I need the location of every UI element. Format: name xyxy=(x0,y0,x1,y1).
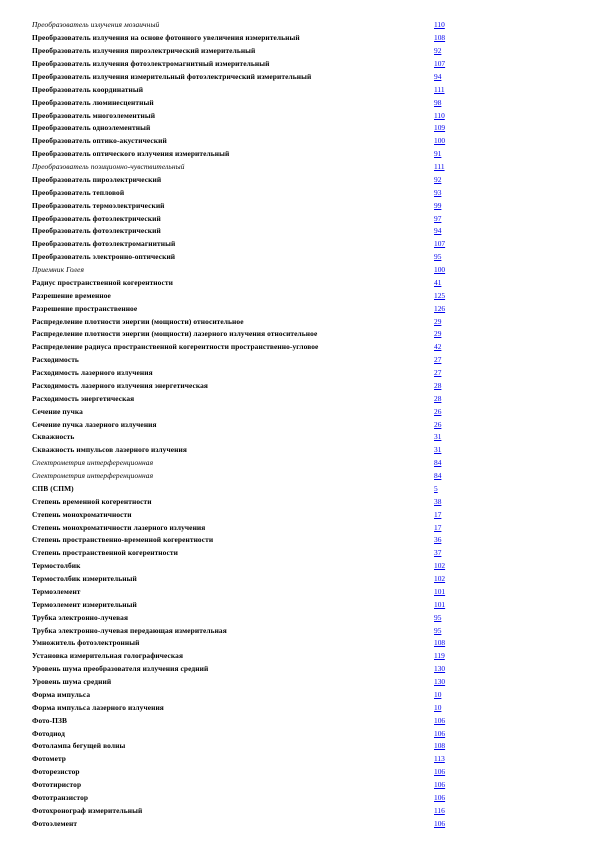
index-entry xyxy=(32,714,452,727)
index-entry xyxy=(32,457,452,470)
index-term: Фотохронограф измерительный xyxy=(32,805,143,815)
page-number-link[interactable]: 111 xyxy=(434,84,445,94)
page-number-link[interactable]: 26 xyxy=(434,406,442,416)
page-number-link[interactable]: 106 xyxy=(434,792,446,802)
index-term: Скважность xyxy=(32,432,75,442)
page-number-link[interactable]: 110 xyxy=(434,20,445,30)
index-term: Степень пространственно-временной когерентности xyxy=(32,535,214,545)
index-term: Преобразователь оптического излучения измерительный xyxy=(32,149,230,159)
index-term: Степень временной когерентности xyxy=(32,496,152,506)
index-term: Преобразователь люминесцентный xyxy=(32,97,154,107)
page-number-link[interactable]: 84 xyxy=(434,471,442,481)
index-entry xyxy=(32,766,452,779)
index-term: Распределение радиуса пространственной когерентности пространственно-угловое xyxy=(32,342,319,352)
index-entry xyxy=(32,405,452,418)
index-term: Трубка электронно-лучевая передающая измерительная xyxy=(32,625,227,635)
page-number-link[interactable]: 28 xyxy=(434,380,442,390)
index-entry xyxy=(32,637,452,650)
index-entry xyxy=(32,676,452,689)
index-term: Расходимость энергетическая xyxy=(32,393,135,403)
index-term: Фотоэлемент xyxy=(32,818,78,828)
index-term: Степень пространственной когерентности xyxy=(32,548,178,558)
page-number-link[interactable]: 110 xyxy=(434,110,445,120)
page-number-link[interactable]: 84 xyxy=(434,458,442,468)
page-number-link[interactable]: 102 xyxy=(434,574,446,584)
page-number-link[interactable]: 116 xyxy=(434,805,445,815)
index-entry xyxy=(32,96,452,109)
index-term: Разрешение пространственное xyxy=(32,303,138,313)
index-entry xyxy=(32,109,452,122)
index-term: Фототранзистор xyxy=(32,792,89,802)
index-term: Преобразователь электронно-оптический xyxy=(32,252,176,262)
index-entry xyxy=(32,58,452,71)
index-term: Термоэлемент измерительный xyxy=(32,599,137,609)
index-entry xyxy=(32,148,452,161)
index-term: Преобразователь позиционно-чувствительный xyxy=(32,162,185,172)
index-term: Фототиристор xyxy=(32,780,82,790)
index-entry xyxy=(32,521,452,534)
page-number-link[interactable]: 28 xyxy=(434,393,442,403)
index-entry xyxy=(32,483,452,496)
page-number-link[interactable]: 31 xyxy=(434,432,442,442)
index-entry xyxy=(32,573,452,586)
page-number-link[interactable]: 29 xyxy=(434,329,442,339)
index-entry xyxy=(32,328,452,341)
page-number-link[interactable]: 102 xyxy=(434,561,446,571)
page-number-link[interactable]: 29 xyxy=(434,316,442,326)
index-entry xyxy=(32,804,452,817)
index-term: Радиус пространственной когерентности xyxy=(32,277,173,287)
index-entry xyxy=(32,367,452,380)
index-entry xyxy=(32,289,452,302)
index-entry xyxy=(32,212,452,225)
index-entry xyxy=(32,71,452,84)
index-entry xyxy=(32,431,452,444)
index-entry xyxy=(32,779,452,792)
index-term: Преобразователь фотоэлектромагнитный xyxy=(32,239,176,249)
index-entry xyxy=(32,727,452,740)
page-number-link[interactable]: 26 xyxy=(434,419,442,429)
page-number-link[interactable]: 106 xyxy=(434,728,446,738)
index-entry xyxy=(32,663,452,676)
index-term: Преобразователь термоэлектрический xyxy=(32,200,165,210)
page-number-link[interactable]: 108 xyxy=(434,33,446,43)
page-number-link[interactable]: 109 xyxy=(434,123,446,133)
index-entry xyxy=(32,45,452,58)
index-term: Степень монохроматичности лазерного излучения xyxy=(32,522,206,532)
page-number-link[interactable]: 113 xyxy=(434,754,445,764)
index-entry xyxy=(32,508,452,521)
page-number-link[interactable]: 106 xyxy=(434,715,446,725)
page-number-link[interactable]: 111 xyxy=(434,162,445,172)
index-entry xyxy=(32,32,452,45)
page-number-link[interactable]: 94 xyxy=(434,226,442,236)
index-term: Преобразователь излучения пироэлектрический измерительный xyxy=(32,46,256,56)
index-entry xyxy=(32,135,452,148)
index-term: Уровень шума средний xyxy=(32,677,112,687)
index-entry xyxy=(32,418,452,431)
index-term: Установка измерительная голографическая xyxy=(32,651,184,661)
page-number-link[interactable]: 107 xyxy=(434,59,446,69)
index-entry xyxy=(32,560,452,573)
index-entry xyxy=(32,277,452,290)
index-term: Форма импульса xyxy=(32,689,91,699)
index-term: Разрешение временное xyxy=(32,290,111,300)
index-term: Приемник Голея xyxy=(32,265,85,275)
index-term: Степень монохроматичности xyxy=(32,509,132,519)
index-term: Трубка электронно-лучевая xyxy=(32,612,129,622)
index-entry xyxy=(32,19,452,32)
index-entry xyxy=(32,701,452,714)
page-number-link[interactable]: 119 xyxy=(434,651,445,661)
index-term: Преобразователь тепловой xyxy=(32,187,125,197)
index-entry xyxy=(32,251,452,264)
page-number-link[interactable]: 107 xyxy=(434,239,446,249)
index-entry xyxy=(32,611,452,624)
page-number-link[interactable]: 100 xyxy=(434,136,446,146)
index-term: Преобразователь пироэлектрический xyxy=(32,174,162,184)
index-entry xyxy=(32,817,452,830)
index-term: Преобразователь одноэлементный xyxy=(32,123,151,133)
page-number-link[interactable]: 94 xyxy=(434,71,442,81)
index-term: Термостолбик измерительный xyxy=(32,574,137,584)
index-term: Термоэлемент xyxy=(32,586,81,596)
index-entry xyxy=(32,470,452,483)
index-term: Форма импульса лазерного излучения xyxy=(32,702,164,712)
page-number-link[interactable]: 36 xyxy=(434,535,442,545)
index-entry xyxy=(32,753,452,766)
page-number-link[interactable]: 98 xyxy=(434,97,442,107)
page-number-link[interactable]: 17 xyxy=(434,522,442,532)
index-entry xyxy=(32,122,452,135)
index-term: Фото-ПЗВ xyxy=(32,715,68,725)
page-number-link[interactable]: 92 xyxy=(434,46,442,56)
index-term: Преобразователь фотоэлектрический xyxy=(32,213,161,223)
index-entry xyxy=(32,547,452,560)
index-entry xyxy=(32,792,452,805)
index-entry xyxy=(32,302,452,315)
page-number-link[interactable]: 108 xyxy=(434,638,446,648)
index-term: Расходимость xyxy=(32,355,79,365)
page-number-link[interactable]: 130 xyxy=(434,664,446,674)
page-number-link[interactable]: 106 xyxy=(434,818,446,828)
page-number-link[interactable]: 93 xyxy=(434,187,442,197)
index-term: Умножитель фотоэлектронный xyxy=(32,638,140,648)
index-term: Сечение пучка xyxy=(32,406,83,416)
page-number-link[interactable]: 17 xyxy=(434,509,442,519)
page-number-link[interactable]: 10 xyxy=(434,689,442,699)
page-number-link[interactable]: 95 xyxy=(434,625,442,635)
page-number-link[interactable]: 106 xyxy=(434,767,446,777)
index-entry xyxy=(32,186,452,199)
page-number-link[interactable]: 125 xyxy=(434,290,446,300)
index-term: Сечение пучка лазерного излучения xyxy=(32,419,157,429)
index-term: Распределение плотности энергии (мощности) относительное xyxy=(32,316,244,326)
index-term: Преобразователь многоэлементный xyxy=(32,110,156,120)
index-entry xyxy=(32,598,452,611)
page-number-link[interactable]: 31 xyxy=(434,445,442,455)
page-number-link[interactable]: 92 xyxy=(434,174,442,184)
page-number-link[interactable]: 37 xyxy=(434,548,442,558)
index-term: Термостолбик xyxy=(32,561,81,571)
index-entry xyxy=(32,238,452,251)
index-entry xyxy=(32,392,452,405)
index-term: Преобразователь фотоэлектрический xyxy=(32,226,161,236)
page-number-link[interactable]: 101 xyxy=(434,599,446,609)
index-entry xyxy=(32,83,452,96)
term-index-list xyxy=(32,19,452,830)
index-term: Расходимость лазерного излучения xyxy=(32,368,153,378)
page-number-link[interactable]: 27 xyxy=(434,368,442,378)
page-number-link[interactable]: 100 xyxy=(434,265,446,275)
index-term: Преобразователь излучения на основе фотонного увеличения измерительный xyxy=(32,33,300,43)
index-term: Уровень шума преобразователя излучения средний xyxy=(32,664,209,674)
page-number-link[interactable]: 106 xyxy=(434,780,446,790)
page-number-link[interactable]: 95 xyxy=(434,252,442,262)
page-number-link[interactable]: 27 xyxy=(434,355,442,365)
index-term: Скважность импульсов лазерного излучения xyxy=(32,445,187,455)
index-entry xyxy=(32,740,452,753)
index-term: Преобразователь излучения фотоэлектромагнитный измерительный xyxy=(32,59,270,69)
index-entry xyxy=(32,225,452,238)
page-number-link[interactable]: 91 xyxy=(434,149,442,159)
page-number-link[interactable]: 42 xyxy=(434,342,442,352)
page-number-link[interactable]: 108 xyxy=(434,741,446,751)
page-number-link[interactable]: 10 xyxy=(434,702,442,712)
index-entry xyxy=(32,161,452,174)
index-term: Фоторезистор xyxy=(32,767,80,777)
index-entry xyxy=(32,315,452,328)
index-term: Расходимость лазерного излучения энергетическая xyxy=(32,380,208,390)
index-entry xyxy=(32,264,452,277)
page-number-link[interactable]: 95 xyxy=(434,612,442,622)
index-term: Преобразователь излучения мозаичный xyxy=(32,20,160,30)
index-entry xyxy=(32,174,452,187)
index-term: Распределение плотности энергии (мощности) лазерного излучения относительное xyxy=(32,329,318,339)
page-number-link[interactable]: 38 xyxy=(434,496,442,506)
index-term: Фотодиод xyxy=(32,728,65,738)
index-term: Фотометр xyxy=(32,754,66,764)
index-term: СПВ (СПМ) xyxy=(32,483,74,493)
index-entry xyxy=(32,380,452,393)
page-number-link[interactable]: 130 xyxy=(434,677,446,687)
index-entry xyxy=(32,341,452,354)
index-entry xyxy=(32,534,452,547)
index-term: Преобразователь координатный xyxy=(32,84,144,94)
index-term: Спектрометрия интерференционная xyxy=(32,458,154,468)
index-entry xyxy=(32,650,452,663)
page-number-link[interactable]: 41 xyxy=(434,277,442,287)
page-number-link[interactable]: 126 xyxy=(434,303,446,313)
index-term: Преобразователь оптико-акустический xyxy=(32,136,167,146)
page-number-link[interactable]: 99 xyxy=(434,200,442,210)
index-entry xyxy=(32,444,452,457)
index-term: Спектрометрия интерференционная xyxy=(32,471,154,481)
index-term: Фотолампа бегущей волны xyxy=(32,741,126,751)
index-entry xyxy=(32,586,452,599)
index-entry xyxy=(32,624,452,637)
page-number-link[interactable]: 5 xyxy=(434,483,438,493)
index-entry xyxy=(32,354,452,367)
index-entry xyxy=(32,495,452,508)
index-entry xyxy=(32,199,452,212)
page-number-link[interactable]: 97 xyxy=(434,213,442,223)
page-number-link[interactable]: 101 xyxy=(434,586,446,596)
index-term: Преобразователь излучения измерительный фотоэлектрический измерительный xyxy=(32,71,312,81)
index-entry xyxy=(32,689,452,702)
